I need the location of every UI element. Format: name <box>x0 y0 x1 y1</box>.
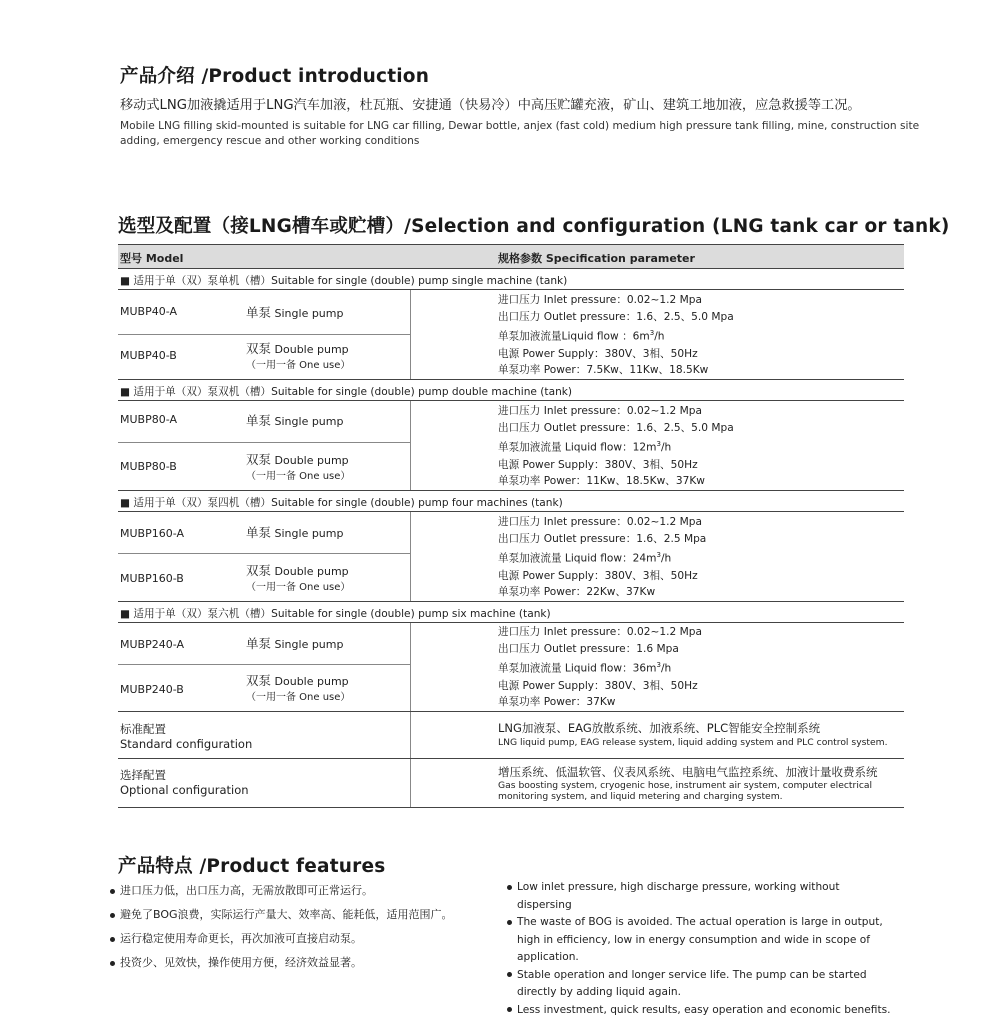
spec-item: 单泵功率 Power：22Kw、37Kw <box>498 586 656 599</box>
table-row <box>118 512 904 602</box>
list-item: Low inlet pressure, high discharge pressure, working without dispersing <box>507 879 892 914</box>
spec-item: 出口压力 Outlet pressure：1.6、2.5、5.0 Mpa <box>498 310 734 323</box>
spec-item: 单泵加液流量 Liquid flow：$36m^3/h$ <box>498 661 672 675</box>
spec-item: 出口压力 Outlet pressure：1.6、2.5、5.0 Mpa <box>498 421 734 434</box>
spec-item: 进口压力 Inlet pressure：0.02~1.2 Mpa <box>498 294 702 306</box>
table-row <box>118 290 904 380</box>
bullet-icon <box>507 920 512 925</box>
pump-type: 单泵 Single pump <box>246 413 344 428</box>
model-a-cell <box>118 290 410 335</box>
table-row <box>118 401 904 491</box>
features-en-list <box>507 879 892 1019</box>
group-label-text: ■ 适用于单（双）泵六机（槽）Suitable for single (double) pump six machine (tank) <box>120 608 551 620</box>
pump-type: 单泵 Single pump <box>246 525 344 540</box>
group-label-text: ■ 适用于单（双）泵双机（槽）Suitable for single (double) pump double machine (tank) <box>120 386 573 398</box>
group-label <box>118 269 904 290</box>
pump-type: 双泵 Double pump （一用一备 One use） <box>246 563 351 593</box>
spec-item: 单泵功率 Power：11Kw、18.5Kw、37Kw <box>498 475 705 488</box>
intro-text-en: Mobile LNG filling skid-mounted is suitable for LNG car filling, Dewar bottle, anjex (fast cold) medium high pressure tank filling, mine, construction site adding, emergency rescue and other working conditions <box>120 120 920 147</box>
model-name: MUBP40-B <box>120 349 177 362</box>
spec-item: 单泵加液流量 Liquid flow：$12m^3/h$ <box>498 440 672 454</box>
list-item: 运行稳定使用寿命更长，再次加液可直接启动泵。 <box>110 930 453 954</box>
standard-config-label: 标准配置 Standard configuration <box>120 722 253 751</box>
header-model: 型号 Model <box>120 252 184 265</box>
spec-item: 电源 Power Supply：380V、3相、50Hz <box>498 347 698 360</box>
bullet-icon <box>110 961 115 966</box>
spec-item: 单泵功率 Power：7.5Kw、11Kw、18.5Kw <box>498 364 709 377</box>
header-spec: 规格参数 Specification parameter <box>498 252 695 265</box>
model-a-cell <box>118 623 410 665</box>
model-b-cell <box>118 443 410 490</box>
spec-item: 电源 Power Supply：380V、3相、50Hz <box>498 458 698 471</box>
spec-item: 进口压力 Inlet pressure：0.02~1.2 Mpa <box>498 626 702 638</box>
spec-item: 单泵加液流量 Liquid flow：$24m^3/h$ <box>498 551 672 565</box>
model-name: MUBP240-A <box>120 638 184 651</box>
list-item: 投资少、见效快，操作使用方便，经济效益显著。 <box>110 954 453 978</box>
bullet-icon <box>507 1007 512 1012</box>
standard-config-row <box>118 712 904 759</box>
group-label <box>118 602 904 623</box>
group-label-text: ■ 适用于单（双）泵四机（槽）Suitable for single (double) pump four machines (tank) <box>120 497 563 509</box>
bullet-icon <box>507 972 512 977</box>
spec-item: 电源 Power Supply：380V、3相、50Hz <box>498 569 698 582</box>
spec-list <box>498 403 734 490</box>
spec-item: 进口压力 Inlet pressure：0.02~1.2 Mpa <box>498 405 702 417</box>
list-item: 进口压力低，出口压力高，无需放散即可正常运行。 <box>110 882 453 906</box>
spec-item: 单泵功率 Power：37Kw <box>498 696 616 709</box>
model-b-cell <box>118 665 410 711</box>
list-item: 避免了BOG浪费，实际运行产量大、效率高、能耗低，适用范围广。 <box>110 906 453 930</box>
intro-text-cn: 移动式LNG加液撬适用于LNG汽车加液，杜瓦瓶、安捷通（快易冷）中高压贮罐充液，矿山、建筑工地加液，应急救援等工况。 <box>120 98 861 113</box>
pump-type: 双泵 Double pump （一用一备 One use） <box>246 673 351 703</box>
model-name: MUBP40-A <box>120 305 177 318</box>
standard-config-en: LNG liquid pump, EAG release system, liquid adding system and PLC control system. <box>498 737 888 748</box>
spec-item: 进口压力 Inlet pressure：0.02~1.2 Mpa <box>498 516 702 528</box>
pump-type: 双泵 Double pump （一用一备 One use） <box>246 341 351 371</box>
model-a-cell <box>118 401 410 443</box>
features-cn-list <box>110 882 453 978</box>
bullet-icon <box>110 889 115 894</box>
optional-config-label: 选择配置 Optional configuration <box>120 768 249 797</box>
list-item: The waste of BOG is avoided. The actual operation is large in output, high in efficiency, low in energy consumption and wide in scope of application. <box>507 914 892 967</box>
selection-title: 选型及配置（接LNG槽车或贮槽）/Selection and configuration (LNG tank car or tank) <box>118 216 950 237</box>
group-label-text: ■ 适用于单（双）泵单机（槽）Suitable for single (double) pump single machine (tank) <box>120 275 568 287</box>
features-title: 产品特点 /Product features <box>118 856 386 877</box>
group-label <box>118 491 904 512</box>
spec-item: 出口压力 Outlet pressure：1.6 Mpa <box>498 642 679 655</box>
spec-list <box>498 292 734 379</box>
list-item: Stable operation and longer service life. The pump can be started directly by adding liquid again. <box>507 967 892 1002</box>
bullet-icon <box>507 885 512 890</box>
pump-type: 双泵 Double pump （一用一备 One use） <box>246 452 351 482</box>
model-name: MUBP80-A <box>120 413 177 426</box>
spec-item: 单泵加液流量Liquid flow ：$6m^3/h$ <box>498 329 665 343</box>
spec-list <box>498 514 706 601</box>
bullet-icon <box>110 913 115 918</box>
selection-table <box>118 244 904 808</box>
model-name: MUBP160-B <box>120 572 184 585</box>
bullet-icon <box>110 937 115 942</box>
model-a-cell <box>118 512 410 554</box>
pump-type: 单泵 Single pump <box>246 305 344 320</box>
table-header <box>118 244 904 269</box>
list-item: Less investment, quick results, easy operation and economic benefits. <box>507 1002 892 1020</box>
optional-config-row <box>118 759 904 808</box>
group-label <box>118 380 904 401</box>
model-name: MUBP160-A <box>120 527 184 540</box>
intro-title: 产品介绍 /Product introduction <box>120 66 430 87</box>
standard-config-cn: LNG加液泵、EAG放散系统、加液系统、PLC智能安全控制系统 <box>498 721 821 735</box>
pump-type: 单泵 Single pump <box>246 636 344 651</box>
model-name: MUBP240-B <box>120 683 184 696</box>
model-name: MUBP80-B <box>120 460 177 473</box>
optional-config-cn: 增压系统、低温软管、仪表风系统、电脑电气监控系统、加液计量收费系统 <box>498 765 878 779</box>
spec-item: 出口压力 Outlet pressure：1.6、2.5 Mpa <box>498 532 707 545</box>
spec-list <box>498 624 702 711</box>
model-b-cell <box>118 335 410 379</box>
optional-config-en: Gas boosting system, cryogenic hose, instrument air system, computer electrical monitoring system, and liquid metering and charging system. <box>498 780 873 802</box>
spec-item: 电源 Power Supply：380V、3相、50Hz <box>498 679 698 692</box>
model-b-cell <box>118 554 410 601</box>
table-row <box>118 623 904 712</box>
